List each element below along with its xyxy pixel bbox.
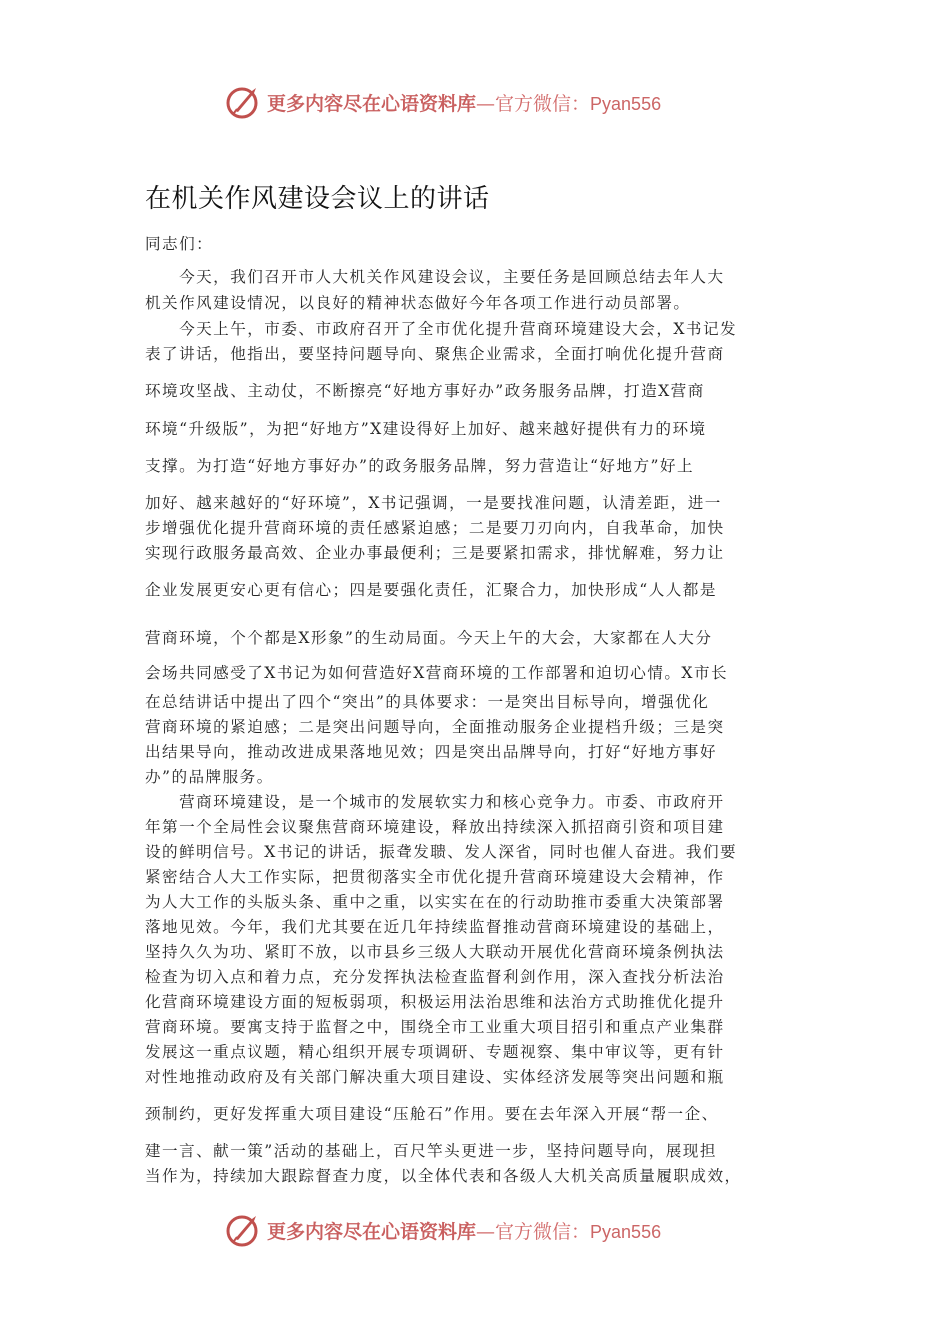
quill-logo-icon [225, 1212, 261, 1248]
body-line: 加好、越来越好的“好环境”，X书记强调，一是要找准问题，认清差距，进一 [145, 494, 722, 512]
body-line: 紧密结合人大工作实际，把贯彻落实全市优化提升营商环境建设大会精神，作 [145, 868, 725, 886]
body-line: 为人大工作的头版头条、重中之重，以实实在在的行动助推市委重大决策部署 [145, 893, 725, 911]
watermark-text [267, 1217, 661, 1244]
body-line: 设的鲜明信号。X书记的讲话，振聋发聩、发人深省，同时也催人奋进。我们要 [145, 843, 738, 861]
body-line: 营商环境的紧迫感；二是突出问题导向，全面推动服务企业提档升级；三是突 [145, 718, 725, 736]
body-line: 今天上午，市委、市政府召开了全市优化提升营商环境建设大会，X书记发 [145, 320, 738, 338]
body-line: 当作为，持续加大跟踪督查力度，以全体代表和各级人大机关高质量履职成效， [145, 1167, 742, 1185]
quill-logo-icon [225, 84, 261, 120]
watermark-dash: — [476, 1220, 496, 1243]
header-watermark-banner [225, 82, 745, 122]
watermark-text [267, 89, 661, 116]
body-line: 环境“升级版”，为把“好地方”X建设得好上加好、越来越好提供有力的环境 [145, 420, 707, 438]
body-line: 办”的品牌服务。 [145, 768, 274, 786]
body-line: 营商环境。要寓支持于监督之中，围绕全市工业重大项目招引和重点产业集群 [145, 1018, 725, 1036]
body-line: 化营商环境建设方面的短板弱项，积极运用法治思维和法治方式助推优化提升 [145, 993, 725, 1011]
body-line: 机关作风建设情况，以良好的精神状态做好今年各项工作进行动员部署。 [145, 294, 691, 312]
body-line: 年第一个全局性会议聚焦营商环境建设，释放出持续深入抓招商引资和项目建 [145, 818, 725, 836]
body-line: 会场共同感受了X书记为如何营造好X营商环境的工作部署和迫切心情。X市长 [145, 664, 729, 682]
body-line: 建一言、献一策”活动的基础上，百尺竿头更进一步，坚持问题导向，展现担 [145, 1142, 717, 1160]
body-line: 表了讲话，他指出，要坚持问题导向、聚焦企业需求，全面打响优化提升营商 [145, 345, 725, 363]
body-line: 发展这一重点议题，精心组织开展专项调研、专题视察、集中审议等，更有针 [145, 1043, 725, 1061]
body-line: 颈制约，更好发挥重大项目建设“压舱石”作用。要在去年深入开展“帮一企、 [145, 1105, 719, 1123]
watermark-dash: — [476, 92, 496, 115]
footer-watermark-banner [225, 1210, 745, 1250]
body-line: 企业发展更安心更有信心；四是要强化责任，汇聚合力，加快形成“人人都是 [145, 581, 717, 599]
body-line: 营商环境，个个都是X形象”的生动局面。今天上午的大会，大家都在人大分 [145, 629, 713, 647]
body-line: 支撑。为打造“好地方事好办”的政务服务品牌，努力营造让“好地方”好上 [145, 457, 695, 475]
document-title: 在机关作风建设会议上的讲话 [145, 184, 490, 214]
body-line: 环境攻坚战、主动仗，不断擦亮“好地方事好办”政务服务品牌，打造X营商 [145, 382, 705, 400]
watermark-wechat-label: 官方微信： [495, 92, 591, 115]
body-line: 检查为切入点和着力点，充分发挥执法检查监督利剑作用，深入查找分析法治 [145, 968, 725, 986]
body-line: 坚持久久为功、紧盯不放，以市县乡三级人大联动开展优化营商环境条例执法 [145, 943, 725, 961]
body-line: 在总结讲话中提出了四个“突出”的具体要求：一是突出目标导向，增强优化 [145, 693, 710, 711]
watermark-brand: 更多内容尽在心语资料库 [267, 1220, 477, 1243]
watermark-wechat-label: 官方微信： [495, 1220, 591, 1243]
watermark-wechat-id: Pyan556 [590, 93, 662, 114]
salutation: 同志们： [145, 235, 214, 253]
body-line: 步增强优化提升营商环境的责任感紧迫感；二是要刀刃向内，自我革命，加快 [145, 519, 725, 537]
body-line: 实现行政服务最高效、企业办事最便利；三是要紧扣需求，排忧解难，努力让 [145, 544, 725, 562]
watermark-brand: 更多内容尽在心语资料库 [267, 92, 477, 115]
body-line: 落地见效。今年，我们尤其要在近几年持续监督推动营商环境建设的基础上， [145, 918, 725, 936]
body-line: 今天，我们召开市人大机关作风建设会议，主要任务是回顾总结去年人大 [145, 268, 725, 286]
body-line: 对性地推动政府及有关部门解决重大项目建设、实体经济发展等突出问题和瓶 [145, 1068, 725, 1086]
watermark-wechat-id: Pyan556 [590, 1221, 662, 1242]
body-line: 出结果导向，推动改进成果落地见效；四是突出品牌导向，打好“好地方事好 [145, 743, 717, 761]
body-line: 营商环境建设，是一个城市的发展软实力和核心竞争力。市委、市政府开 [145, 793, 725, 811]
